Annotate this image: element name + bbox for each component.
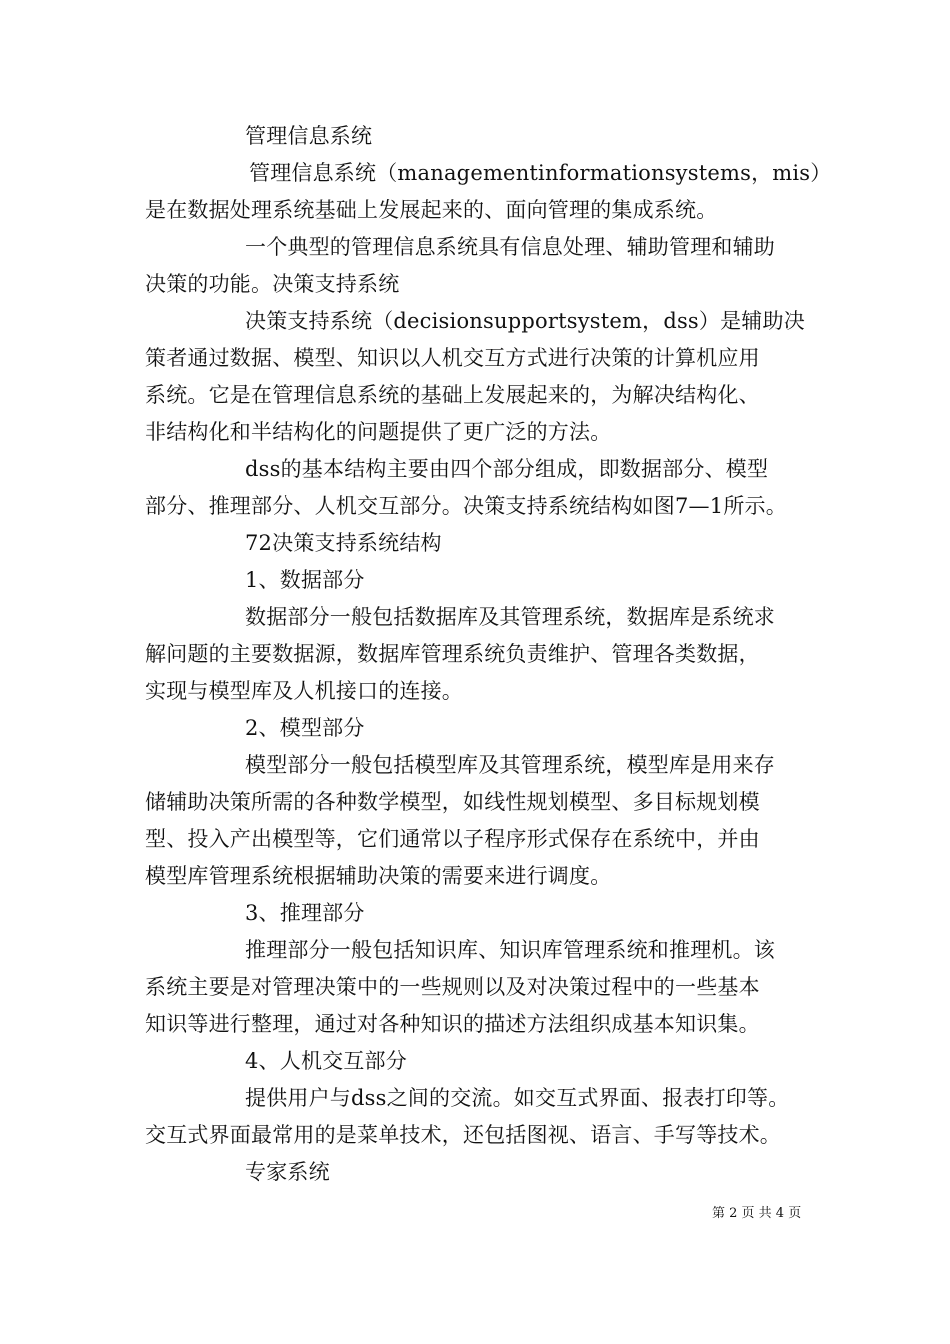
section-heading-interaction: 4、人机交互部分 bbox=[245, 1049, 407, 1073]
paragraph-line: 推理部分一般包括知识库、知识库管理系统和推理机。该 bbox=[245, 938, 775, 962]
paragraph-line: 数据部分一般包括数据库及其管理系统，数据库是系统求 bbox=[245, 605, 775, 629]
paragraph-line: 决策的功能。决策支持系统 bbox=[145, 272, 400, 296]
paragraph-line: 非结构化和半结构化的问题提供了更广泛的方法。 bbox=[145, 420, 612, 444]
paragraph-line: 模型部分一般包括模型库及其管理系统，模型库是用来存 bbox=[245, 753, 775, 777]
section-heading-data: 1、数据部分 bbox=[245, 568, 365, 592]
paragraph-line: 知识等进行整理，通过对各种知识的描述方法组织成基本知识集。 bbox=[145, 1012, 760, 1036]
paragraph-line: 策者通过数据、模型、知识以人机交互方式进行决策的计算机应用 bbox=[145, 346, 760, 370]
paragraph-line: 部分、推理部分、人机交互部分。决策支持系统结构如图7—1所示。 bbox=[145, 494, 787, 518]
paragraph-line: 储辅助决策所需的各种数学模型，如线性规划模型、多目标规划模 bbox=[145, 790, 760, 814]
section-heading-model: 2、模型部分 bbox=[245, 716, 365, 740]
paragraph-line: 解问题的主要数据源，数据库管理系统负责维护、管理各类数据， bbox=[145, 642, 760, 666]
paragraph-line: 实现与模型库及人机接口的连接。 bbox=[145, 679, 463, 703]
paragraph-line: 一个典型的管理信息系统具有信息处理、辅助管理和辅助 bbox=[245, 235, 775, 259]
paragraph-line: 模型库管理系统根据辅助决策的需要来进行调度。 bbox=[145, 864, 612, 888]
page-number-footer: 第 2 页 共 4 页 bbox=[712, 1206, 802, 1221]
figure-caption: 72决策支持系统结构 bbox=[245, 531, 442, 555]
paragraph-line: 交互式界面最常用的是菜单技术，还包括图视、语言、手写等技术。 bbox=[145, 1123, 781, 1147]
paragraph-line: 决策支持系统（decisionsupportsystem，dss）是辅助决 bbox=[245, 309, 805, 333]
paragraph-line: 提供用户与dss之间的交流。如交互式界面、报表打印等。 bbox=[245, 1086, 790, 1110]
section-heading-inference: 3、推理部分 bbox=[245, 901, 365, 925]
paragraph-line: 型、投入产出模型等，它们通常以子程序形式保存在系统中，并由 bbox=[145, 827, 760, 851]
paragraph-line: dss的基本结构主要由四个部分组成，即数据部分、模型 bbox=[245, 457, 769, 481]
document-body bbox=[145, 118, 832, 1191]
heading-mis: 管理信息系统 bbox=[245, 124, 373, 148]
paragraph-line: 系统。它是在管理信息系统的基础上发展起来的，为解决结构化、 bbox=[145, 383, 760, 407]
heading-expert-system: 专家系统 bbox=[245, 1160, 330, 1184]
paragraph-line: 管理信息系统（managementinformationsystems，mis） bbox=[249, 161, 832, 185]
paragraph-line: 是在数据处理系统基础上发展起来的、面向管理的集成系统。 bbox=[145, 198, 718, 222]
paragraph-line: 系统主要是对管理决策中的一些规则以及对决策过程中的一些基本 bbox=[145, 975, 760, 999]
